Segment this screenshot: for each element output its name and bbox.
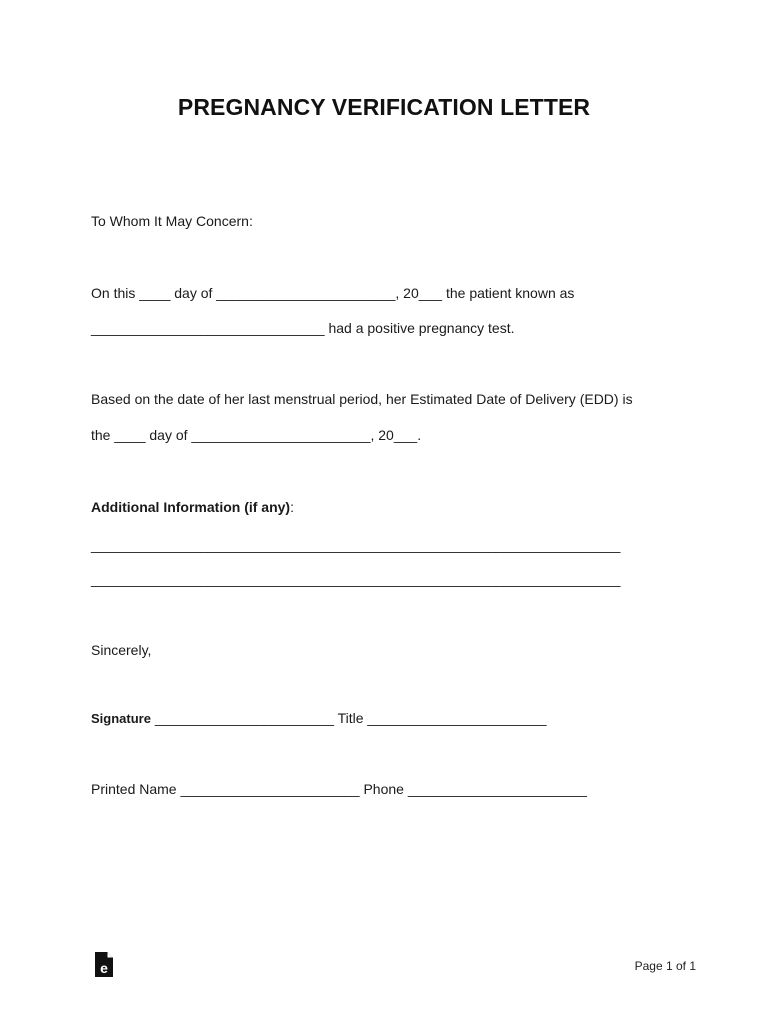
page-number: Page 1 of 1 [634,959,696,973]
signature-blank: _______________________ [150,710,338,726]
salutation: To Whom It May Concern: [91,213,253,229]
phone-blank: _______________________ [403,781,587,797]
title-label: Title [337,710,364,726]
page-title: PREGNANCY VERIFICATION LETTER [177,94,591,120]
printed-name-label: Printed Name [91,781,177,797]
paragraph-1-line-1: On this ____ day of _______________________, 20___ the patient known as [91,285,575,301]
additional-info-colon: : [290,499,294,515]
title-blank: _______________________ [363,710,547,726]
eforms-logo-icon [94,951,114,978]
additional-info-label: Additional Information (if any) [91,499,291,515]
printed-name-blank: _______________________ [176,781,364,797]
paragraph-2-line-1: Based on the date of her last menstrual period, her Estimated Date of Delivery (EDD) is [91,391,633,407]
additional-info-blank-2: ____________________________________________________________________ [91,571,621,587]
phone-label: Phone [363,781,404,797]
signature-label: Signature [91,711,151,726]
closing: Sincerely, [91,642,152,658]
paragraph-2-line-2: the ____ day of _______________________, 20___. [91,427,422,443]
additional-info-blank-1: ____________________________________________________________________ [91,537,621,553]
printed-row [91,780,587,798]
signature-row [91,709,547,728]
additional-info-heading [91,498,294,516]
paragraph-1-line-2: ______________________________ had a positive pregnancy test. [91,320,515,336]
svg-text:e: e [100,960,108,976]
